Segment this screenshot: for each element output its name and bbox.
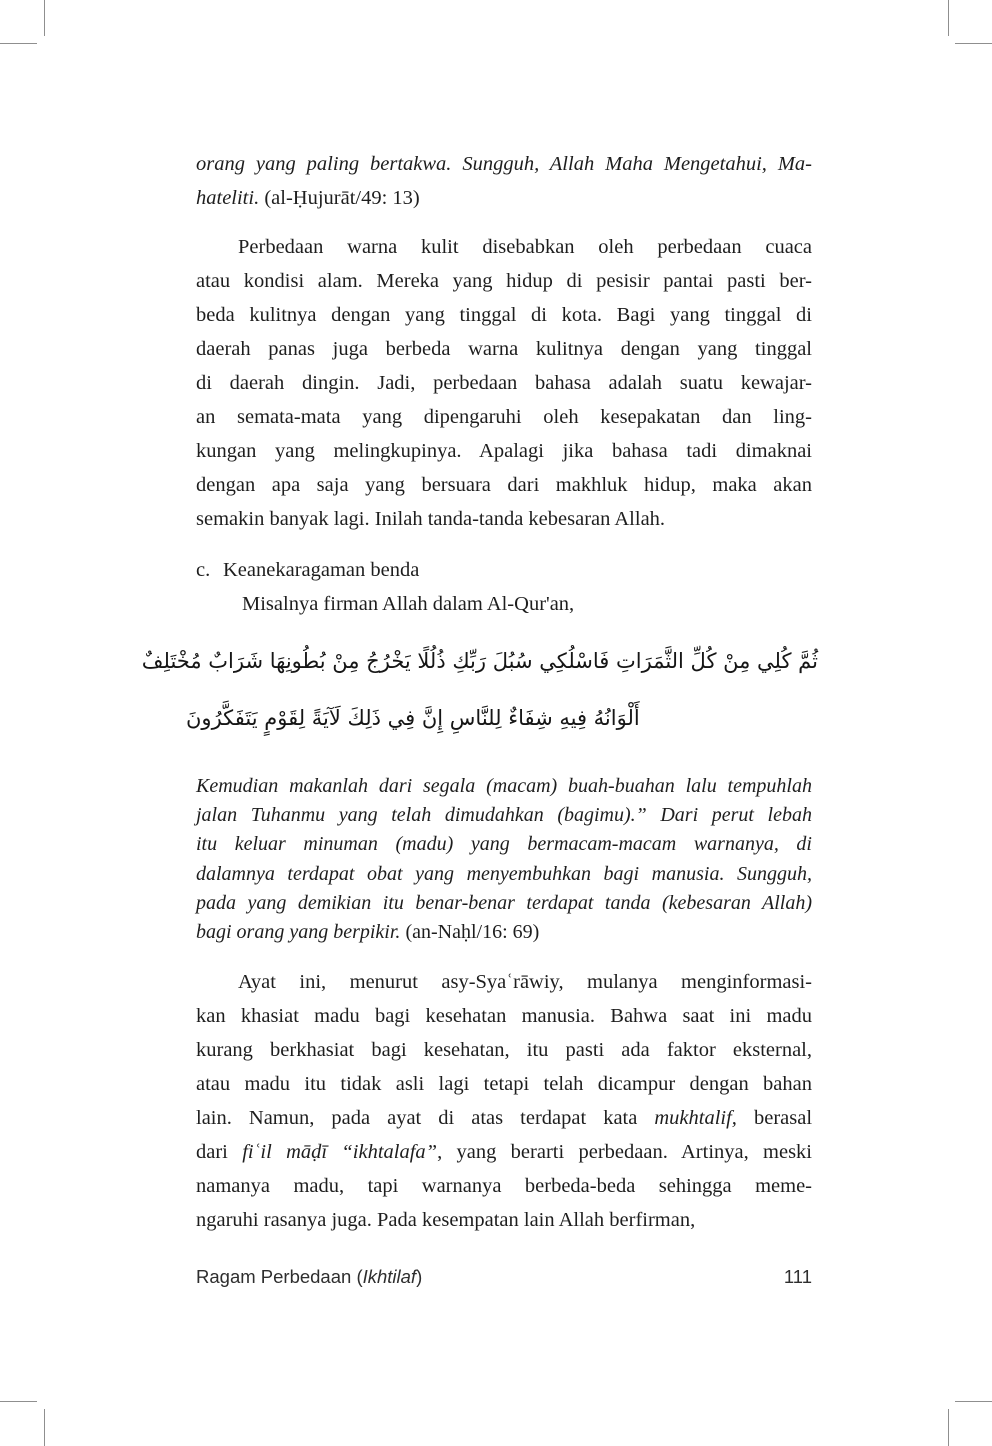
crop-mark [0,43,37,44]
text-segment: fiʿil māḍī “ikhtalafa” [242,1141,438,1163]
verse-translation [196,772,812,947]
crop-mark [955,1401,992,1402]
page-footer [196,1266,812,1288]
text-segment: dengan apa saja yang bersuara dari makhluk hidup, maka akan [196,474,812,496]
text-segment: dalamnya terdapat obat yang menyembuhkan bagi manusia. Sungguh, [196,862,812,885]
text-line [196,434,812,468]
text-line [196,830,812,859]
text-segment: dari [196,1141,243,1163]
text-segment: itu keluar minuman (madu) yang bermacam-macam warnanya, di [196,833,812,856]
text-segment: orang yang paling bertakwa. Sungguh, Allah Maha Mengetahui, Ma- [196,153,812,175]
text-segment: berasal [736,1107,813,1129]
text-segment: daerah panas juga berbeda warna kulitnya dengan yang tinggal [196,338,812,360]
text-line [196,1203,812,1237]
text-segment: lain. Namun, pada ayat di atas terdapat kata [196,1107,655,1129]
text-line [196,298,812,332]
crop-mark [0,1401,37,1402]
crop-mark [955,43,992,44]
text-segment: kan khasiat madu bagi kesehatan manusia. Bahwa saat ini madu [196,1005,812,1027]
text-segment: hateliti. [196,187,265,209]
text-segment: Ayat ini, menurut asy-Syaʿrāwiy, mulanya menginformasi- [238,971,812,993]
list-item-c-title: Keanekaragaman benda [223,559,420,581]
text-segment: (an-Naḥl/16: 69) [405,921,540,944]
text-segment: , yang berarti perbedaan. Artinya, meski [437,1141,813,1163]
text-line [196,502,812,536]
list-item-c-marker: c. [196,559,211,581]
text-line [196,1135,812,1169]
text-segment: (al-Ḥujurāt/49: 13) [264,187,420,209]
text-line [196,147,812,181]
text-line [196,801,812,830]
text-line [196,1169,812,1203]
text-line [196,230,812,264]
text-line [196,1067,812,1101]
crop-mark [948,0,949,36]
text-line [196,1101,812,1135]
text-segment: kurang berkhasiat bagi kesehatan, itu pasti ada faktor eksternal, [196,1039,812,1061]
text-segment: ثُمَّ كُلِي مِنْ كُلِّ الثَّمَرَاتِ فَاسْلُكِي سُبُلَ رَبِّكِ ذُلُلًا يَخْرُجُ مِنْ بُطُونِهَا شَرَابٌ مُخْتَلِفٌ [141,649,818,673]
list-item-c [196,553,812,621]
text-segment: beda kulitnya dengan yang tinggal di kota. Bagi yang tinggal di [196,304,812,326]
text-segment: Ikhtilaf [362,1266,417,1287]
quote-translation-ending [196,147,812,215]
footer-book-title [196,1266,422,1288]
text-segment: ) [416,1266,423,1287]
text-line [196,772,812,801]
text-segment: jalan Tuhanmu yang telah dimudahkan (bagimu).” Dari perut lebah [196,804,812,827]
body-paragraph-2 [196,965,812,1237]
text-segment: bagi orang yang berpikir. [196,921,406,944]
text-segment: namanya madu, tapi warnanya berbeda-beda sehingga meme- [196,1175,812,1197]
text-line [196,468,812,502]
text-line [196,965,812,999]
text-segment: Kemudian makanlah dari segala (macam) buah-buahan lalu tempuhlah [196,775,812,797]
text-segment: pada yang demikian itu benar-benar terdapat tanda (kebesaran Allah) [196,891,812,914]
text-segment: atau kondisi alam. Mereka yang hidup di pesisir pantai pasti ber- [196,270,812,292]
crop-mark [44,0,45,36]
text-line [141,633,818,690]
quran-verse-arabic [141,633,818,747]
text-segment: Perbedaan warna kulit disebabkan oleh perbedaan cuaca [238,236,812,258]
crop-mark [44,1409,45,1446]
body-paragraph-1 [196,230,812,536]
text-segment: di daerah dingin. Jadi, perbedaan bahasa adalah suatu kewajar- [196,372,812,394]
text-line [196,918,812,947]
text-line [196,366,812,400]
text-line [196,181,812,215]
page-number: 111 [783,1266,812,1287]
text-segment: أَلْوَانُهُ فِيهِ شِفَاءٌ لِلنَّاسِ إِنَّ فِي ذَلِكَ لَآيَةً لِقَوْمٍ يَتَفَكَّرُونَ [186,706,640,730]
text-segment: Ragam Perbedaan ( [196,1266,363,1287]
text-line [196,264,812,298]
text-segment: mukhtalif, [654,1107,737,1129]
text-segment: ngaruhi rasanya juga. Pada kesempatan lain Allah berfirman, [196,1209,696,1231]
text-line [196,1033,812,1067]
text-segment: atau madu itu tidak asli lagi tetapi telah dicampur dengan bahan [196,1073,812,1095]
text-line [196,860,812,889]
text-segment: kungan yang melingkupinya. Apalagi jika bahasa tadi dimaknai [196,440,812,462]
text-line [196,400,812,434]
crop-mark [948,1409,949,1446]
text-line [196,332,812,366]
text-line [196,889,812,918]
text-segment: semakin banyak lagi. Inilah tanda-tanda kebesaran Allah. [196,508,666,530]
list-item-c-heading [196,553,812,587]
text-line [196,999,812,1033]
list-item-c-intro: Misalnya firman Allah dalam Al-Qur'an, [242,593,575,615]
text-segment: an semata-mata yang dipengaruhi oleh kesepakatan dan ling- [196,406,812,428]
text-line [186,690,818,747]
